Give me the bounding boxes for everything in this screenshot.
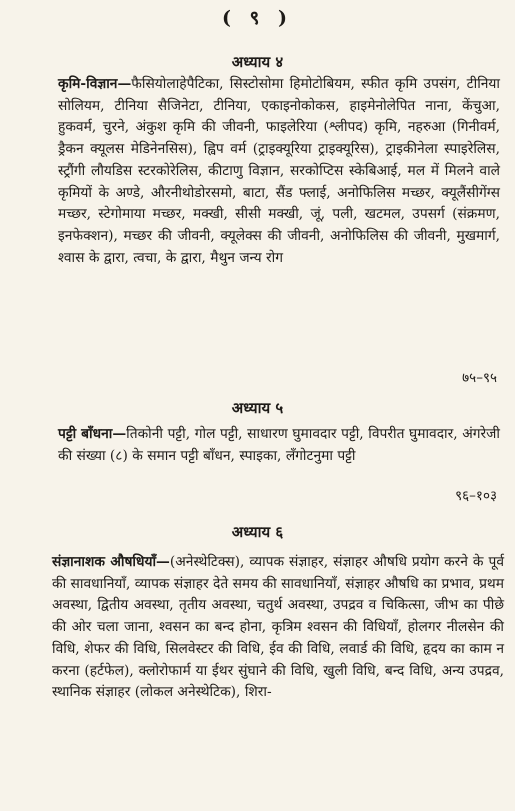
chapter-6-topic: संज्ञानाशक औषधियाँ—	[52, 554, 170, 570]
chapter-5-topic: पट्टी बाँधना—	[58, 426, 127, 442]
chapter-heading-6: अध्याय ६	[231, 523, 284, 541]
chapter-6-contents	[52, 552, 504, 704]
chapter-heading-4: अध्याय ४	[231, 53, 284, 71]
chapter-5-contents	[58, 424, 500, 467]
page-number: ( ९ )	[221, 7, 294, 29]
chapter-5-body: तिकोनी पट्टी, गोल पट्टी, साधारण घुमावदार पट्टी, विपरीत घुमावदार, अंगरेजी की संख्या (८) के समान पट्टी बाँधन, स्पाइका, लँगोटनुमा पट्टी	[58, 426, 500, 464]
chapter-4-contents	[58, 74, 500, 269]
chapter-heading-5: अध्याय ५	[231, 399, 284, 417]
chapter-4-topic: कृमि-विज्ञान—	[58, 76, 132, 92]
chapter-5-page-range: ९६–१०३	[455, 488, 497, 504]
chapter-6-body: (अनेस्थेटिक्स), व्यापक संज्ञाहर, संज्ञाहर औषधि प्रयोग करने के पूर्व की सावधानियाँ, व्यापक संज्ञाहर देते समय की सावधानियाँ, संज्ञाहर औषधि का प्रभाव, प्रथम अवस्था, द्वितीय अवस्था, तृतीय अवस्था, चतुर्थ अवस्था, उपद्रव व चिकित्सा, जीभ का पीछे की ओर चला जाना, श्वसन का बन्द होना, कृत्रिम श्वसन की विधियाँ, होलगर नीलसेन की विधि, शेफर की विधि, सिलवेस्टर की विधि, ईव की विधि, लवार्ड की विधि, हृदय का काम न करना (हर्टफेल), क्लोरोफार्म या ईथर सुंघाने की विधि, खुली विधि, बन्द विधि, अन्य उपद्रव, स्थानिक संज्ञाहर (लोकल अनेस्थेटिक), शिरा-	[52, 554, 504, 701]
chapter-4-body: फैसियोलाहेपैटिका, सिस्टोसोमा हिमोटोबियम, स्फीत कृमि उपसंग, टीनिया सोलियम, टीनिया सैजिनेटा, टीनिया, एकाइनोकोकस, हाइमेनोलेपित नाना, केंचुआ, हुकवर्म, चुरने, अंकुश कृमि की जीवनी, फाइलेरिया (श्लीपद) कृमि, नहरुआ (गिनीवर्म, ड्रैकन क्यूलस मेडिनेनसिस), ह्विप वर्म (ट्राइक्यूरिया ट्राइक्यूरिस), ट्राइकीनेला स्पाइरेलिस, स्ट्रौंगी लौयडिस स्टरकोरेलिस, कीटाणु विज्ञान, सरकोप्टिस स्केबिआई, मल में मिलने वाले कृमियों के अण्डे, औरनीथोडोरसमो, बाटा, सैंड फ्लाई, अनोफिलिस मच्छर, क्यूलैंसीगेंग्स मच्छर, स्टेगोमाया मच्छर, मक्खी, सीसी मक्खी, जूं, पली, खटमल, उपसर्ग (संक्रमण, इनफेक्शन), मच्छर की जीवनी, क्यूलेक्स की जीवनी, अनोफिलिस की जीवनी, मुखमार्ग, श्वास के द्वारा, त्वचा, के द्वारा, मैथुन जन्य रोग	[58, 76, 500, 266]
chapter-4-page-range: ७५–९५	[462, 370, 497, 386]
